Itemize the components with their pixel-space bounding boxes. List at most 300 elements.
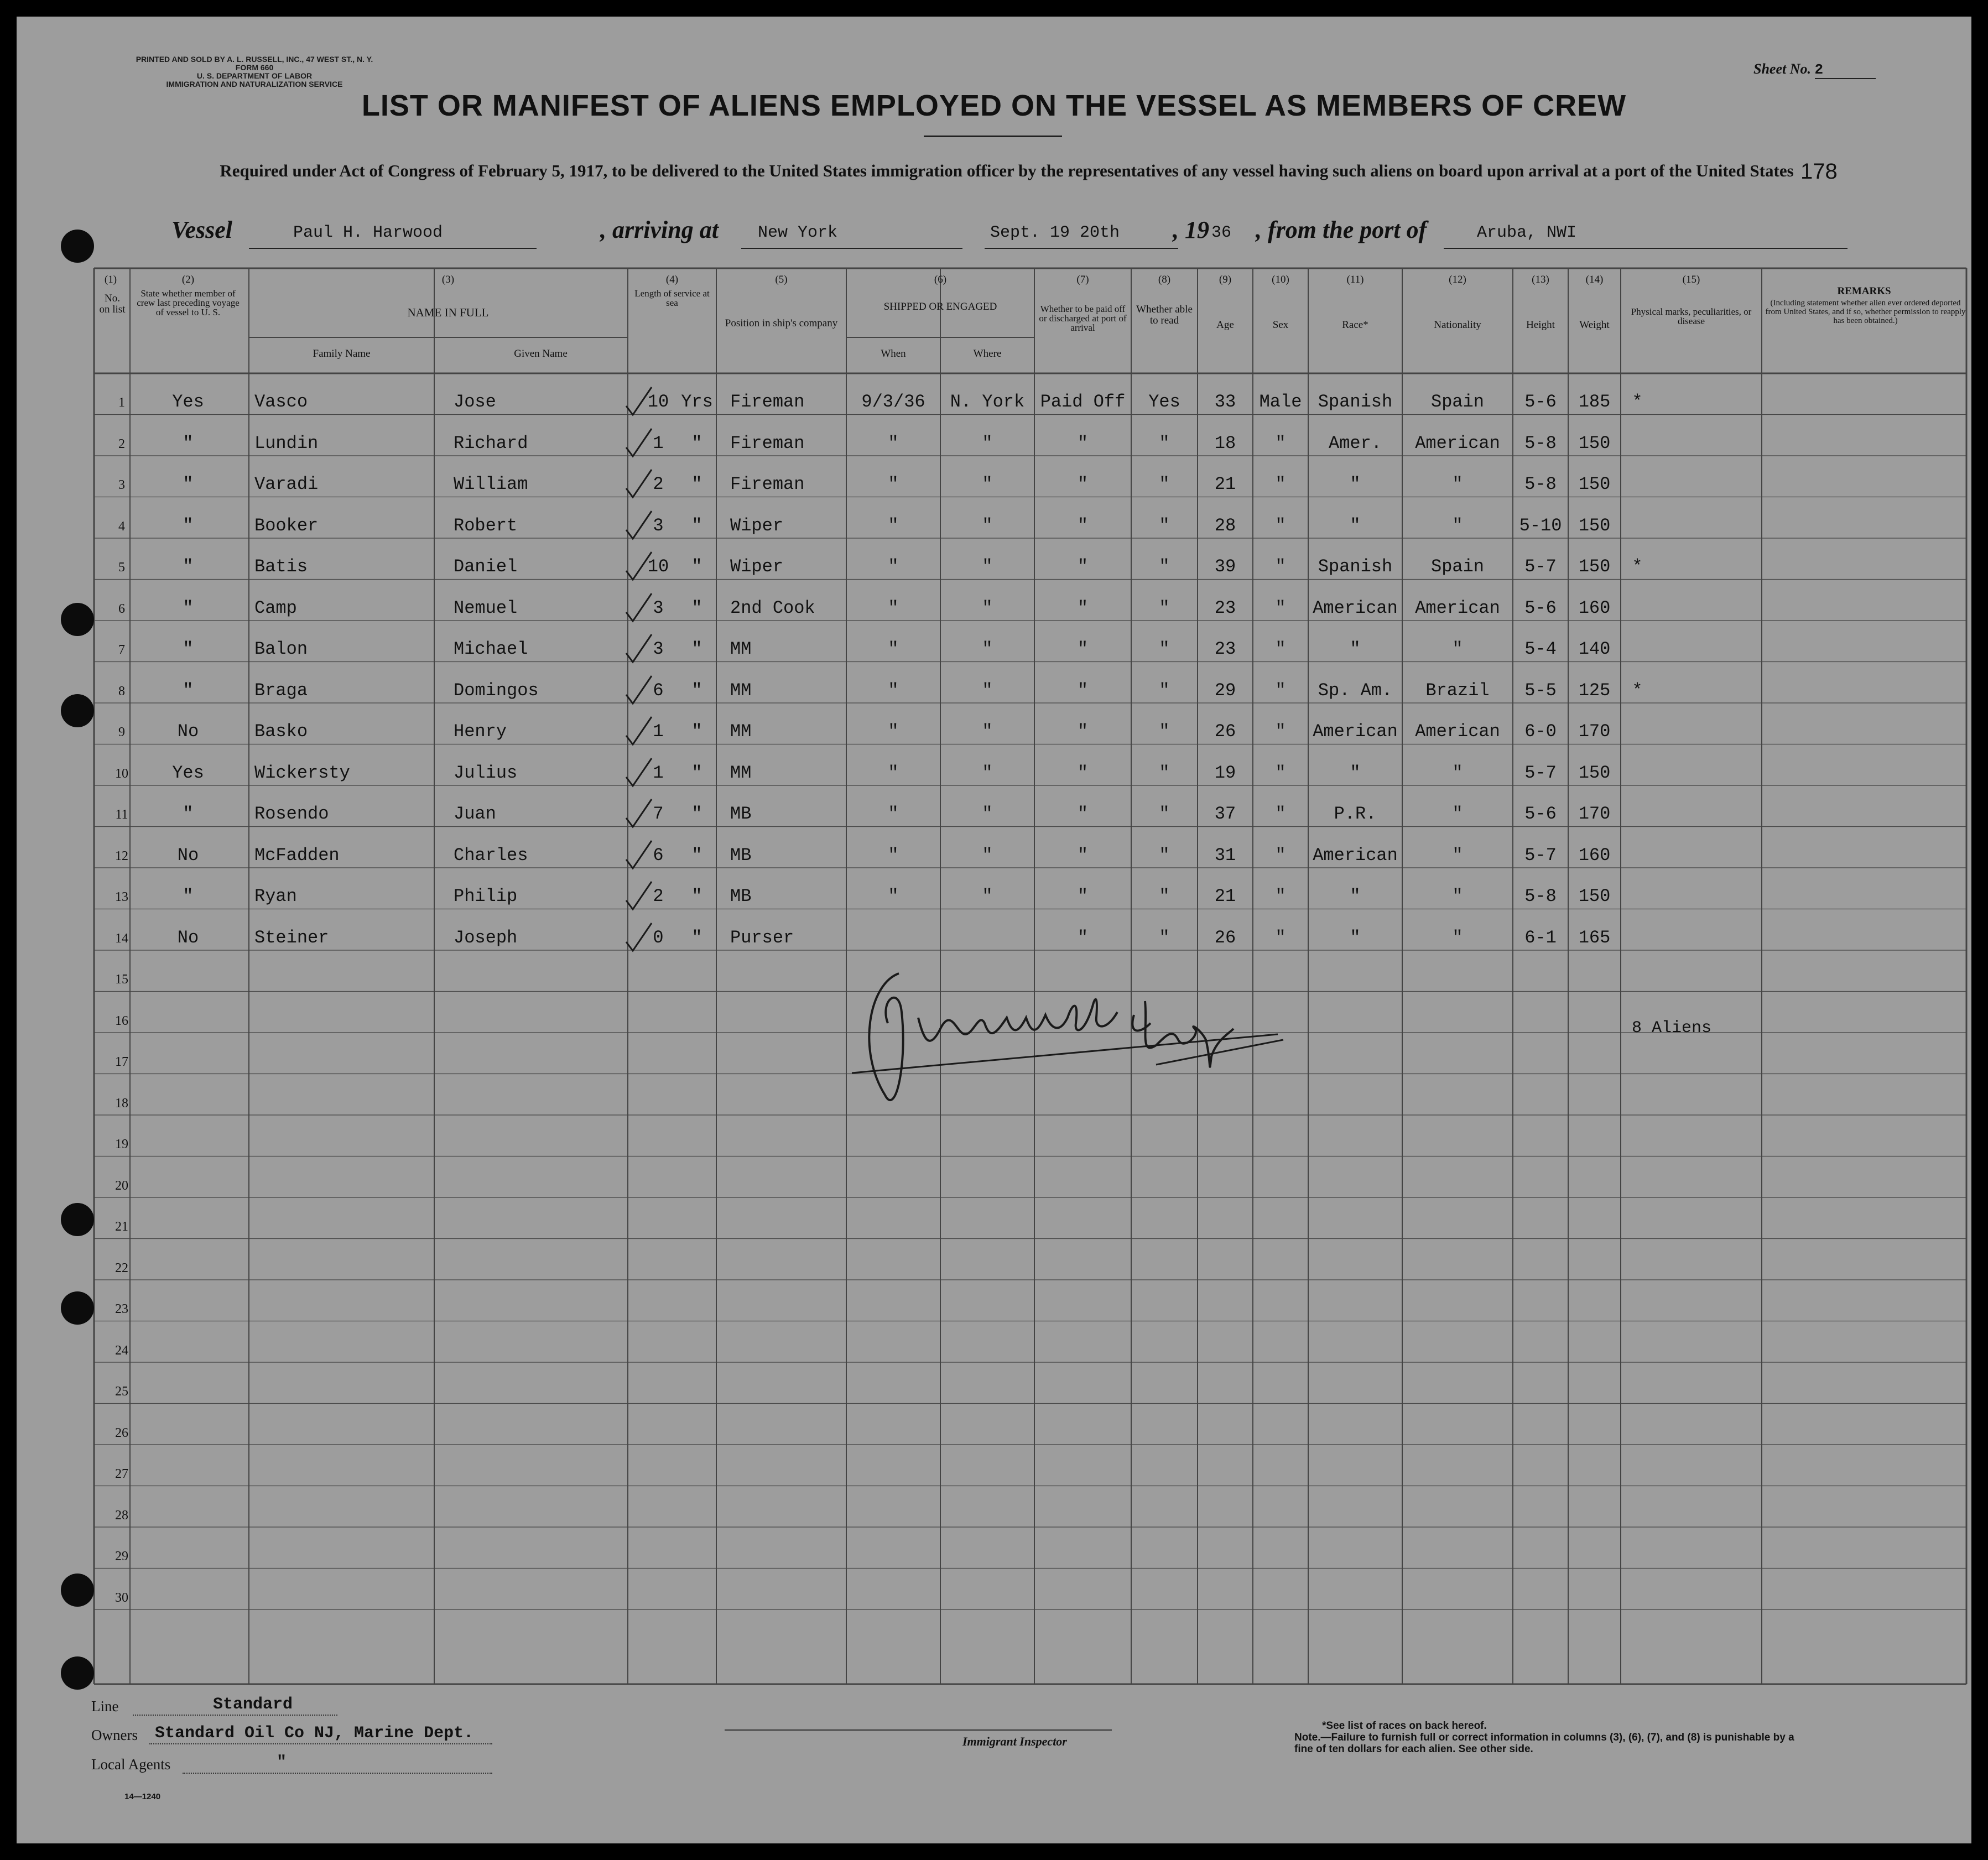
paid-off-cell: Paid Off: [1040, 392, 1126, 412]
col-shipped: SHIPPED OR ENGAGED: [883, 301, 997, 312]
agents-label: Local Agents: [91, 1756, 171, 1773]
family-name-cell: McFadden: [254, 845, 340, 866]
nationality-cell: American: [1415, 721, 1500, 742]
prev-voyage-cell: No: [177, 845, 199, 866]
printer-imprint: PRINTED AND SOLD BY A. L. RUSSELL, INC., 47 WEST ST., N. Y. FORM 660 U. S. DEPARTMENT OF LABOR IMMIGRATION AND NATURALIZATION SERVICE: [136, 55, 373, 88]
able-to-read-cell: ": [1159, 721, 1170, 742]
age-cell: 23: [1214, 597, 1236, 618]
weight-cell: 165: [1578, 927, 1611, 948]
shipped-when-cell: ": [888, 680, 899, 701]
owners-value: Standard Oil Co NJ, Marine Dept.: [155, 1724, 474, 1743]
height-cell: 5-6: [1524, 804, 1557, 824]
check-mark-icon: [624, 426, 657, 460]
prev-voyage-cell: No: [177, 927, 199, 948]
row-number: 30: [115, 1590, 128, 1605]
check-mark-icon: [624, 756, 657, 789]
row-number: 11: [115, 807, 128, 822]
shipped-when-cell: ": [888, 597, 899, 618]
service-length-cell: 3: [653, 515, 664, 536]
given-name-cell: Henry: [454, 721, 507, 742]
family-name-cell: Braga: [254, 680, 308, 701]
shipped-when-cell: ": [888, 721, 899, 742]
service-length-cell: 0: [653, 927, 664, 948]
shipped-where-cell: N. York: [950, 392, 1025, 412]
shipped-where-cell: ": [982, 639, 993, 659]
position-cell: MM: [730, 762, 752, 783]
agents-value: ": [277, 1753, 287, 1772]
col-name-in-full: NAME IN FULL: [407, 306, 489, 319]
row-number: 15: [115, 972, 128, 987]
position-cell: MB: [730, 845, 752, 866]
col-where: Where: [973, 348, 1002, 360]
able-to-read-cell: ": [1159, 845, 1170, 866]
arriving-label: , arriving at: [600, 216, 719, 243]
row-number: 12: [115, 848, 128, 863]
weight-cell: 170: [1578, 721, 1611, 742]
family-name-cell: Vasco: [254, 392, 308, 412]
check-mark-icon: [624, 550, 657, 583]
nationality-cell: ": [1452, 515, 1463, 536]
family-name-cell: Batis: [254, 556, 308, 577]
race-cell: ": [1350, 515, 1361, 536]
shipped-when-cell: ": [888, 845, 899, 866]
given-name-cell: Richard: [454, 433, 528, 454]
paid-off-cell: ": [1077, 597, 1089, 618]
age-cell: 21: [1214, 474, 1236, 494]
able-to-read-cell: ": [1159, 762, 1170, 783]
position-cell: Wiper: [730, 556, 784, 577]
paid-off-cell: ": [1077, 845, 1089, 866]
physical-marks-cell: *: [1632, 392, 1643, 412]
paid-off-cell: ": [1077, 556, 1089, 577]
weight-cell: 150: [1578, 762, 1611, 783]
weight-cell: 150: [1578, 886, 1611, 906]
weight-cell: 140: [1578, 639, 1611, 659]
prev-voyage-cell: Yes: [172, 762, 204, 783]
prev-voyage-cell: ": [183, 680, 194, 701]
shipped-where-cell: ": [982, 433, 993, 454]
paid-off-cell: ": [1077, 474, 1089, 494]
paid-off-cell: ": [1077, 762, 1089, 783]
paid-off-cell: ": [1077, 515, 1089, 536]
race-cell: Spanish: [1318, 392, 1393, 412]
nationality-cell: American: [1415, 597, 1500, 618]
check-mark-icon: [624, 879, 657, 913]
race-cell: American: [1313, 597, 1398, 618]
shipped-where-cell: ": [982, 886, 993, 906]
position-cell: MM: [730, 721, 752, 742]
service-unit-cell: ": [691, 721, 702, 742]
year-suffix: 36: [1211, 223, 1232, 242]
row-number: 24: [115, 1343, 128, 1358]
check-mark-icon: [624, 797, 657, 830]
sex-cell: ": [1275, 556, 1286, 577]
row-number: 23: [115, 1302, 128, 1316]
service-unit-cell: Yrs: [681, 392, 713, 412]
prev-voyage-cell: ": [183, 515, 194, 536]
height-cell: 5-4: [1524, 639, 1557, 659]
check-mark-icon: [624, 715, 657, 748]
row-number: 17: [115, 1055, 128, 1069]
arriving-port: New York: [758, 223, 838, 242]
nationality-cell: ": [1452, 474, 1463, 494]
able-to-read-cell: ": [1159, 804, 1170, 824]
col-nationality: Nationality: [1434, 319, 1481, 331]
service-length-cell: 10: [647, 392, 669, 412]
paid-off-cell: ": [1077, 680, 1089, 701]
service-length-cell: 6: [653, 845, 664, 866]
height-cell: 5-8: [1524, 433, 1557, 454]
inspector-line: [725, 1729, 1112, 1731]
year-prefix: , 19: [1173, 216, 1209, 243]
race-cell: P.R.: [1334, 804, 1377, 824]
service-length-cell: 1: [653, 762, 664, 783]
shipped-where-cell: ": [982, 804, 993, 824]
service-unit-cell: ": [691, 515, 702, 536]
position-cell: Purser: [730, 927, 794, 948]
able-to-read-cell: ": [1159, 474, 1170, 494]
col-no-on-list: No. on list: [99, 293, 126, 315]
check-mark-icon: [624, 674, 657, 707]
punch-hole: [61, 1574, 94, 1607]
owners-label: Owners: [91, 1727, 138, 1743]
service-length-cell: 3: [653, 597, 664, 618]
position-cell: Fireman: [730, 392, 805, 412]
shipped-when-cell: ": [888, 556, 899, 577]
prev-voyage-cell: ": [183, 556, 194, 577]
sex-cell: ": [1275, 886, 1286, 906]
able-to-read-cell: ": [1159, 639, 1170, 659]
shipped-where-cell: ": [982, 680, 993, 701]
shipped-when-cell: 9/3/36: [861, 392, 925, 412]
arrival-date: Sept. 19 20th: [990, 223, 1120, 242]
row-number: 26: [115, 1425, 128, 1440]
prev-voyage-cell: ": [183, 804, 194, 824]
row-number: 21: [115, 1220, 128, 1234]
shipped-when-cell: ": [888, 515, 899, 536]
row-number: 2: [118, 436, 125, 451]
weight-cell: 150: [1578, 515, 1611, 536]
given-name-cell: Nemuel: [454, 597, 518, 618]
able-to-read-cell: ": [1159, 886, 1170, 906]
age-cell: 31: [1214, 845, 1236, 866]
nationality-cell: ": [1452, 804, 1463, 824]
weight-cell: 170: [1578, 804, 1611, 824]
race-cell: ": [1350, 886, 1361, 906]
family-name-cell: Ryan: [254, 886, 297, 906]
col-prev-voyage: State whether member of crew last preceding voyage of vessel to U. S.: [137, 288, 240, 317]
check-mark-icon: [624, 838, 657, 872]
from-port: Aruba, NWI: [1477, 223, 1577, 242]
able-to-read-cell: ": [1159, 927, 1170, 948]
given-name-cell: Joseph: [454, 927, 518, 948]
family-name-cell: Lundin: [254, 433, 319, 454]
race-cell: Amer.: [1328, 433, 1382, 454]
check-mark-icon: [624, 467, 657, 501]
able-to-read-cell: ": [1159, 597, 1170, 618]
weight-cell: 125: [1578, 680, 1611, 701]
line-value: Standard: [213, 1695, 293, 1714]
row-number: 14: [115, 931, 128, 946]
height-cell: 5-8: [1524, 886, 1557, 906]
shipped-where-cell: ": [982, 556, 993, 577]
prev-voyage-cell: ": [183, 474, 194, 494]
signature-text: [902, 1056, 906, 1057]
service-unit-cell: ": [691, 597, 702, 618]
shipped-where-cell: ": [982, 845, 993, 866]
age-cell: 33: [1214, 392, 1236, 412]
service-unit-cell: ": [691, 927, 702, 948]
race-cell: American: [1313, 721, 1398, 742]
family-name-cell: Booker: [254, 515, 319, 536]
age-cell: 23: [1214, 639, 1236, 659]
position-cell: MB: [730, 804, 752, 824]
shipped-where-cell: ": [982, 762, 993, 783]
given-name-cell: Philip: [454, 886, 518, 906]
height-cell: 5-6: [1524, 597, 1557, 618]
weight-cell: 185: [1578, 392, 1611, 412]
nationality-cell: Spain: [1430, 392, 1484, 412]
nationality-cell: ": [1452, 845, 1463, 866]
row-number: 27: [115, 1467, 128, 1481]
race-cell: ": [1350, 762, 1361, 783]
given-name-cell: Juan: [454, 804, 496, 824]
able-to-read-cell: ": [1159, 556, 1170, 577]
height-cell: 5-8: [1524, 474, 1557, 494]
given-name-cell: Michael: [454, 639, 528, 659]
check-mark-icon: [624, 632, 657, 665]
age-cell: 37: [1214, 804, 1236, 824]
race-cell: ": [1350, 474, 1361, 494]
col-height: Height: [1526, 319, 1555, 331]
page-number: 178: [1800, 159, 1838, 184]
row-number: 4: [118, 519, 125, 534]
sex-cell: ": [1275, 515, 1286, 536]
shipped-when-cell: ": [888, 433, 899, 454]
page-title: LIST OR MANIFEST OF ALIENS EMPLOYED ON THE VESSEL AS MEMBERS OF CREW: [361, 89, 1627, 122]
given-name-cell: Domingos: [454, 680, 539, 701]
row-number: 8: [118, 684, 125, 699]
service-length-cell: 7: [653, 804, 664, 824]
row-number: 18: [115, 1096, 128, 1111]
age-cell: 18: [1214, 433, 1236, 454]
given-name-cell: Robert: [454, 515, 518, 536]
title-rule: [924, 136, 1062, 137]
punch-hole: [61, 694, 94, 727]
race-cell: Spanish: [1318, 556, 1393, 577]
weight-cell: 160: [1578, 597, 1611, 618]
given-name-cell: Jose: [454, 392, 496, 412]
age-cell: 26: [1214, 721, 1236, 742]
service-unit-cell: ": [691, 762, 702, 783]
prev-voyage-cell: ": [183, 639, 194, 659]
position-cell: Fireman: [730, 474, 805, 494]
row-number: 29: [115, 1549, 128, 1564]
col-physical-marks: Physical marks, peculiarities, or disease: [1631, 306, 1752, 326]
aliens-count: 8 Aliens: [1632, 1019, 1712, 1038]
nationality-cell: ": [1452, 639, 1463, 659]
row-number: 19: [115, 1137, 128, 1152]
row-number: 16: [115, 1013, 128, 1028]
position-cell: Wiper: [730, 515, 784, 536]
row-number: 3: [118, 478, 125, 492]
col-sex: Sex: [1272, 319, 1289, 331]
col-able-to-read: Whether able to read: [1136, 304, 1193, 326]
race-cell: American: [1313, 845, 1398, 866]
form-code: 14—1240: [124, 1792, 161, 1801]
physical-marks-cell: *: [1632, 680, 1643, 701]
height-cell: 5-10: [1519, 515, 1562, 536]
service-unit-cell: ": [691, 474, 702, 494]
shipped-where-cell: ": [982, 474, 993, 494]
shipped-where-cell: ": [982, 515, 993, 536]
prev-voyage-cell: ": [183, 433, 194, 454]
nationality-cell: ": [1452, 927, 1463, 948]
row-number: 13: [115, 890, 128, 904]
sheet-number-value: 2: [1815, 61, 1876, 79]
paid-off-cell: ": [1077, 639, 1089, 659]
service-unit-cell: ": [691, 556, 702, 577]
physical-marks-cell: *: [1632, 556, 1643, 577]
line-label: Line: [91, 1698, 119, 1715]
row-number: 20: [115, 1178, 128, 1193]
nationality-cell: ": [1452, 886, 1463, 906]
row-number: 5: [118, 560, 125, 575]
col-remarks: REMARKS: [1837, 285, 1891, 297]
service-unit-cell: ": [691, 845, 702, 866]
col-weight: Weight: [1579, 319, 1610, 331]
sex-cell: ": [1275, 804, 1286, 824]
sex-cell: ": [1275, 474, 1286, 494]
punch-hole: [61, 1656, 94, 1690]
row-number: 28: [115, 1508, 128, 1523]
shipped-when-cell: ": [888, 474, 899, 494]
position-cell: 2nd Cook: [730, 597, 815, 618]
shipped-when-cell: ": [888, 639, 899, 659]
height-cell: 5-6: [1524, 392, 1557, 412]
service-unit-cell: ": [691, 433, 702, 454]
service-unit-cell: ": [691, 886, 702, 906]
prev-voyage-cell: No: [177, 721, 199, 742]
inspector-signature: [846, 951, 1289, 1134]
row-number: 10: [115, 766, 128, 781]
punch-hole: [61, 1291, 94, 1325]
col-race: Race*: [1342, 319, 1368, 331]
age-cell: 26: [1214, 927, 1236, 948]
sex-cell: ": [1275, 762, 1286, 783]
check-mark-icon: [624, 921, 657, 954]
position-cell: MB: [730, 886, 752, 906]
height-cell: 5-7: [1524, 762, 1557, 783]
height-cell: 5-5: [1524, 680, 1557, 701]
sex-cell: ": [1275, 433, 1286, 454]
weight-cell: 150: [1578, 433, 1611, 454]
race-cell: ": [1350, 927, 1361, 948]
able-to-read-cell: Yes: [1148, 392, 1180, 412]
paid-off-cell: ": [1077, 804, 1089, 824]
given-name-cell: Julius: [454, 762, 518, 783]
col-family-name: Family Name: [313, 348, 371, 360]
row-number: 25: [115, 1384, 128, 1399]
col-when: When: [881, 348, 906, 360]
service-length-cell: 1: [653, 433, 664, 454]
age-cell: 29: [1214, 680, 1236, 701]
service-unit-cell: ": [691, 680, 702, 701]
punch-hole: [61, 1203, 94, 1236]
col-paid-off: Whether to be paid off or discharged at port of arrival: [1039, 304, 1127, 333]
shipped-where-cell: ": [982, 721, 993, 742]
weight-cell: 150: [1578, 556, 1611, 577]
from-label: , from the port of: [1256, 216, 1427, 243]
punch-hole: [61, 230, 94, 263]
check-mark-icon: [624, 385, 657, 418]
position-cell: MM: [730, 680, 752, 701]
check-mark-icon: [624, 509, 657, 542]
paid-off-cell: ": [1077, 886, 1089, 906]
paid-off-cell: ": [1077, 433, 1089, 454]
able-to-read-cell: ": [1159, 433, 1170, 454]
sex-cell: ": [1275, 721, 1286, 742]
family-name-cell: Varadi: [254, 474, 319, 494]
sex-cell: ": [1275, 597, 1286, 618]
family-name-cell: Basko: [254, 721, 308, 742]
age-cell: 28: [1214, 515, 1236, 536]
service-length-cell: 2: [653, 474, 664, 494]
col-service: Length of service at sea: [634, 288, 710, 308]
service-length-cell: 10: [647, 556, 669, 577]
prev-voyage-cell: ": [183, 597, 194, 618]
vessel-name: Paul H. Harwood: [293, 223, 443, 242]
height-cell: 5-7: [1524, 845, 1557, 866]
service-unit-cell: ": [691, 639, 702, 659]
age-cell: 21: [1214, 886, 1236, 906]
position-cell: Fireman: [730, 433, 805, 454]
note-penalty: Note.—Failure to furnish full or correct information in columns (3), (6), (7), and (8) is punishable by a fine of ten dollars for each alien. See other side.: [1294, 1732, 1794, 1755]
sheet-number: Sheet No. 2: [1753, 61, 1876, 79]
height-cell: 5-7: [1524, 556, 1557, 577]
sex-cell: Male: [1259, 392, 1302, 412]
paid-off-cell: ": [1077, 721, 1089, 742]
service-length-cell: 6: [653, 680, 664, 701]
sex-cell: ": [1275, 680, 1286, 701]
nationality-cell: ": [1452, 762, 1463, 783]
manifest-sheet: PRINTED AND SOLD BY A. L. RUSSELL, INC., 47 WEST ST., N. Y. FORM 660 U. S. DEPARTMENT OF LABOR IMMIGRATION AND NATURALIZATION SERVICE Sheet No. 2 LIST OR MANIFEST OF ALIENS EMPLOYED ON THE VESSEL AS MEMBERS OF CREW Required under Act of Congress of February 5, 1917, to be delivered to the United States immigration officer by the representatives of any vessel having such aliens on board upon arrival at a port of the United States 178 Vessel Paul H. Harwood , arriving at New York Sept. 19 20th , 19 36 , from the port of Aruba, NWI (1) No. on list (2) State whether member of crew last preceding voyage of vessel to U. S. (3) NAME IN FULL Family Name Given Name (4) Length of service at sea (5) Position in ship's company (6) SHIPPED OR ENGAGED When Where (7) Whether to be paid off or discharged at port of arrival (8) Whether able to read (9) Age (10) Sex (11) Race* (12) Nationality (13) Height (14) Weight (15) Physical marks, peculiarities, or disease REMARKS (Including statement whether alien ever ordered deported from United States, and if so, whether permission to reapply has been obtained.) 1 2 3 4 5 6 7 8 9 10 11 12 13 14 15 16 17 18 19 20 21 22 23 24 25 26 27 28 29 30 Yes Vasco Jose 10 Yrs Fireman 9/3/36 N. York Paid Off Yes 33 Male Spanish Spain 5-6 185 * " Lundin Richard 1 " Fireman " " " " 18 " Amer. American 5-8 150 " Varadi William 2 " Fireman " " " " 21 " " " 5-8 150 " Booker Robert 3 " Wiper " " " " 28 " " " 5-10 150 " Batis Daniel 10 " Wiper " " " " 39 " Spanish Spain 5-7 150 * " Camp Nemuel 3 " 2nd Cook " " " " 23 " American American 5-6 160 " Balon Michael 3 " MM " " " " 23 " " " 5-4 140 " Braga Domingos 6 " MM " " " " 29 " Sp. Am. Brazil 5-5 125 * No Basko Henry 1 " MM " " " " 26 " American American 6-0 170 Yes Wickersty Julius 1 " MM " " " " 19 " " " 5-7 150 " Rosendo Juan 7 " MB " " " " 37 " P.R. " 5-6 170 No McFadden Charles 6 " MB " " " " 31 " American " 5-7 160 " Ryan Philip 2 " MB " " " " 21 " " " 5-8 150 No Steiner Joseph 0 " Purser " " 26 " " " 6-1 165 8 Aliens Line Standard Owners Standard Oil Co NJ, Marine Dept. Local Agents " Immigrant Inspector 14—1240 *See list of races on back hereof. Note.—Failure to furnish full or correct information in columns (3), (6), (7), and (8) is punishable by a fine of ten dollars for each alien. See other side.: [17, 17, 1971, 1843]
position-cell: MM: [730, 639, 752, 659]
family-name-cell: Rosendo: [254, 804, 329, 824]
height-cell: 6-1: [1524, 927, 1557, 948]
family-name-cell: Camp: [254, 597, 297, 618]
race-cell: Sp. Am.: [1318, 680, 1393, 701]
sex-cell: ": [1275, 639, 1286, 659]
inspector-label: Immigrant Inspector: [962, 1734, 1067, 1748]
service-length-cell: 1: [653, 721, 664, 742]
weight-cell: 150: [1578, 474, 1611, 494]
family-name-cell: Steiner: [254, 927, 329, 948]
able-to-read-cell: ": [1159, 515, 1170, 536]
shipped-where-cell: ": [982, 597, 993, 618]
prev-voyage-cell: Yes: [172, 392, 204, 412]
row-number: 6: [118, 601, 125, 616]
note-races: *See list of races on back hereof.: [1322, 1720, 1487, 1732]
check-mark-icon: [624, 591, 657, 624]
vessel-label: Vessel: [171, 216, 232, 243]
age-cell: 39: [1214, 556, 1236, 577]
row-number: 1: [118, 395, 125, 410]
given-name-cell: Charles: [454, 845, 528, 866]
page-subtitle: Required under Act of Congress of February 5, 1917, to be delivered to the United States immigration officer by the representatives of any vessel having such aliens on board upon arrival at a port of the United States: [220, 161, 1794, 180]
col-age: Age: [1216, 319, 1234, 331]
nationality-cell: Spain: [1430, 556, 1484, 577]
